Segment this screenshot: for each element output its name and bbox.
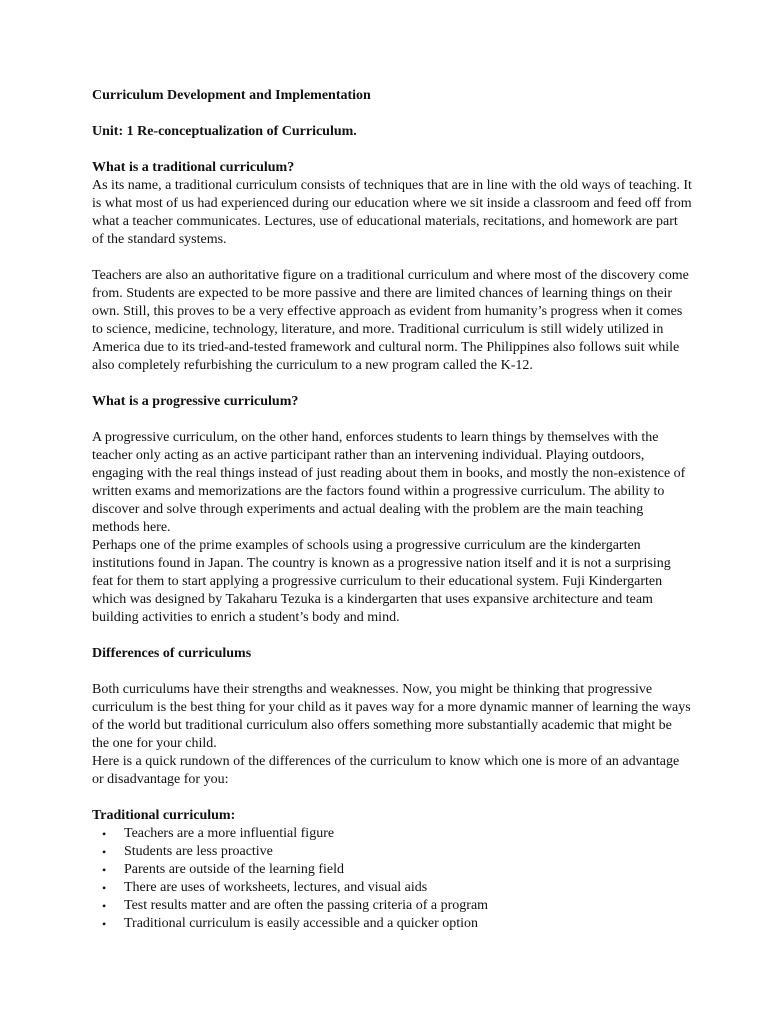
bullet-icon: • (102, 845, 107, 859)
list-item-text: Traditional curriculum is easily accessible and a quicker option (124, 916, 479, 931)
list-item-text: There are uses of worksheets, lectures, and visual aids (124, 880, 428, 895)
paragraph-differences-2: Here is a quick rundown of the differences of the curriculum to know which one is more of an advantage or disadvantage for you: (92, 754, 680, 787)
paragraph-traditional-1: As its name, a traditional curriculum consists of techniques that are in line with the old ways of teaching. It is what most of us had experienced during our education where we sit inside a classroom and feed off from what a teacher communicates. Lectures, use of educational materials, recitations, and homework are part of the standard systems. (92, 178, 692, 247)
list-item-text: Students are less proactive (124, 844, 273, 859)
list-item-text: Test results matter and are often the passing criteria of a program (124, 898, 489, 913)
bullet-icon: • (102, 863, 107, 877)
paragraph-differences-1: Both curriculums have their strengths and weaknesses. Now, you might be thinking that progressive curriculum is the best thing for your child as it paves way for a more dynamic manner of learning the ways of the world but traditional curriculum also offers something more substantially academic that might be the one for your child. (92, 682, 691, 751)
list-item-text: Parents are outside of the learning field (124, 862, 345, 877)
traditional-bullet-list (92, 825, 692, 933)
section-heading-progressive: What is a progressive curriculum? (92, 394, 299, 409)
list-item (92, 879, 692, 897)
list-item (92, 915, 692, 933)
document-page (92, 87, 692, 933)
list-item (92, 897, 692, 915)
list-item (92, 861, 692, 879)
section-heading-differences: Differences of curriculums (92, 646, 252, 661)
list-item (92, 843, 692, 861)
section-heading-traditional: What is a traditional curriculum? (92, 160, 295, 175)
bullet-icon: • (102, 899, 107, 913)
bullet-icon: • (102, 881, 107, 895)
list-item-text: Teachers are a more influential figure (124, 826, 335, 841)
bullet-icon: • (102, 917, 107, 931)
list-item (92, 825, 692, 843)
paragraph-traditional-2: Teachers are also an authoritative figure on a traditional curriculum and where most of the discovery come from. Students are expected to be more passive and there are limited chances of learning things on their own. Still, this proves to be a very effective approach as evident from humanity’s progress when it comes to science, medicine, technology, literature, and more. Traditional curriculum is still widely utilized in America due to its tried-and-tested framework and cultural norm. The Philippines also follows suit while also completely refurbishing the curriculum to a new program called the K-12. (92, 268, 689, 373)
document-title: Curriculum Development and Implementation (92, 88, 371, 103)
list-heading-traditional: Traditional curriculum: (92, 808, 236, 823)
paragraph-progressive-1: A progressive curriculum, on the other hand, enforces students to learn things by themselves with the teacher only acting as an active participant rather than an intervening individual. Playing outdoors, engaging with the real things instead of just reading about them in books, and mostly the non-existence of written exams and memorizations are the factors found within a progressive curriculum. The ability to discover and solve through experiments and actual dealing with the problem are the main teaching methods here. (92, 430, 686, 535)
unit-heading: Unit: 1 Re-conceptualization of Curriculum. (92, 124, 357, 139)
bullet-icon: • (102, 827, 107, 841)
paragraph-progressive-2: Perhaps one of the prime examples of schools using a progressive curriculum are the kindergarten institutions found in Japan. The country is known as a progressive nation itself and it is not a surprising feat for them to start applying a progressive curriculum to their educational system. Fuji Kindergarten which was designed by Takaharu Tezuka is a kindergarten that uses expansive architecture and team building activities to enrich a student’s body and mind. (92, 538, 671, 625)
